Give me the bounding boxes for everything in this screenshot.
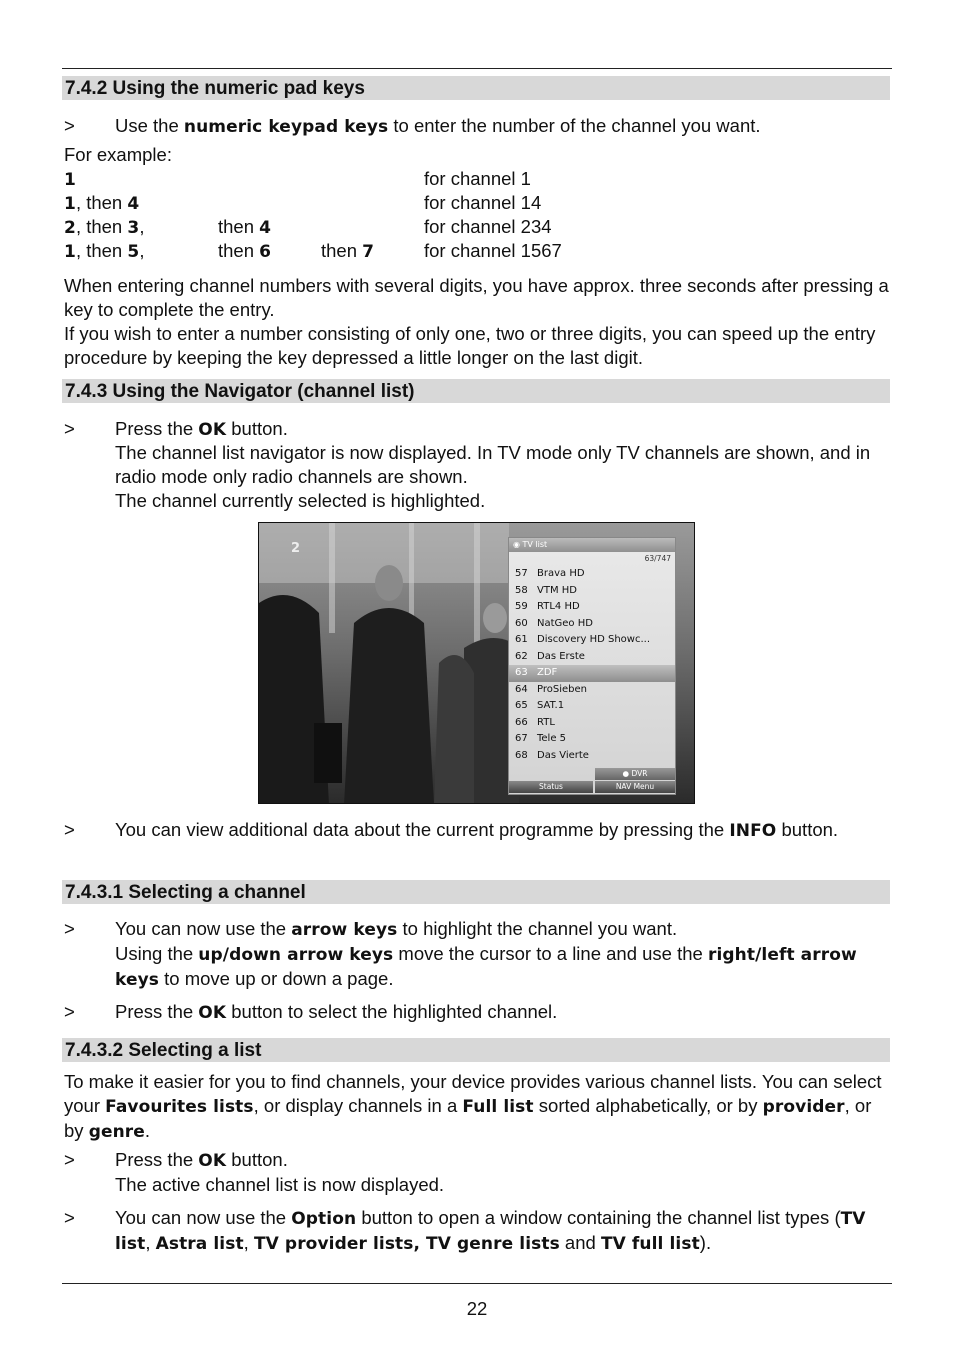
example-keys-2: then 6 xyxy=(218,240,272,262)
channel-name: Das Vierte xyxy=(537,749,589,761)
section-heading-7-4-3-1: 7.4.3.1 Selecting a channel xyxy=(62,880,890,904)
bullet-text: Press the OK button. The active channel list is now displayed. xyxy=(115,1149,445,1195)
list-title xyxy=(509,538,675,552)
channel-name: RTL xyxy=(537,716,555,728)
channel-list-panel xyxy=(508,537,676,795)
example-keys: 1, then 5, xyxy=(64,240,145,262)
bullet-text-line: The channel currently selected is highlighted. xyxy=(115,490,486,511)
for-example-label: For example: xyxy=(64,144,172,165)
channel-name: Discovery HD Showc... xyxy=(537,634,650,645)
example-keys-3: then 7 xyxy=(321,240,375,262)
channel-name: RTL4 HD xyxy=(537,601,580,612)
bullet-marker: > xyxy=(64,819,75,840)
channel-row[interactable] xyxy=(509,748,675,765)
nav-menu-button[interactable]: NAV Menu xyxy=(595,781,675,793)
channel-number: 66 xyxy=(515,716,528,728)
dvr-button[interactable] xyxy=(595,768,675,780)
channel-number: 58 xyxy=(515,584,528,596)
example-result: for channel 14 xyxy=(424,192,542,213)
channel-number: 57 xyxy=(515,568,528,579)
bullet-text-line: The channel list navigator is now displayed. In TV mode only TV channels are shown, and in radio mode only radio channels are shown. xyxy=(115,442,871,487)
paragraph: If you wish to enter a number consisting of only one, two or three digits, you can speed up the entry procedure by keeping the key depressed a little longer on the last digit. xyxy=(64,323,876,368)
bullet-marker: > xyxy=(64,418,75,439)
channel-name: Das Erste xyxy=(537,650,585,662)
bullet-marker: > xyxy=(64,115,75,136)
channel-row[interactable] xyxy=(509,731,675,748)
panel-footer xyxy=(509,768,675,794)
channel-row[interactable] xyxy=(509,682,675,699)
bottom-rule xyxy=(62,1283,892,1284)
channel-row[interactable] xyxy=(509,632,675,649)
channel-number: 65 xyxy=(515,700,528,711)
bullet-text: You can now use the arrow keys to highlight the channel you want. Using the up/down arrow keys move the cursor to a line and use the right/left arrow keys to move up or down a page. xyxy=(115,918,857,990)
channel-number: 61 xyxy=(515,634,528,645)
bullet-marker: > xyxy=(64,1149,75,1170)
page-number: 22 xyxy=(466,1298,488,1319)
example-keys-2: then 4 xyxy=(218,216,272,238)
channel-name: SAT.1 xyxy=(537,700,565,711)
channel-row[interactable] xyxy=(509,715,675,732)
channel-row[interactable] xyxy=(509,599,675,616)
list-title-text: TV list xyxy=(522,540,548,549)
channel-name: ProSieben xyxy=(537,683,587,695)
example-keys: 2, then 3, xyxy=(64,216,145,238)
channel-row[interactable] xyxy=(509,616,675,633)
channel-row[interactable] xyxy=(509,665,675,682)
bullet-text: You can now use the Option button to open a window containing the channel list types (TV list, Astra list, TV provider lists, TV genre lists and TV full list). xyxy=(115,1207,866,1254)
channel-name: ZDF xyxy=(537,667,558,678)
channel-name: VTM HD xyxy=(537,584,577,596)
channel-name: Tele 5 xyxy=(537,733,567,744)
channel-list-screenshot xyxy=(258,522,695,804)
tv-icon: ◉ xyxy=(513,540,520,549)
channel-number: 63 xyxy=(515,667,528,678)
channel-row[interactable] xyxy=(509,698,675,715)
dvr-label: DVR xyxy=(631,769,648,778)
section-heading-7-4-2: 7.4.2 Using the numeric pad keys xyxy=(62,76,890,100)
channel-number: 68 xyxy=(515,749,528,761)
bullet-text: Press the OK button to select the highlighted channel. xyxy=(115,1001,558,1023)
bullet-text: You can view additional data about the current programme by pressing the INFO button. xyxy=(115,819,839,841)
bullet-text: Press the OK button. xyxy=(115,418,288,440)
channel-logo: 2 xyxy=(291,541,301,556)
channel-number: 62 xyxy=(515,650,528,662)
example-result: for channel 1567 xyxy=(424,240,562,261)
example-result: for channel 1 xyxy=(424,168,531,189)
bullet-text: Use the numeric keypad keys to enter the number of the channel you want. xyxy=(115,115,761,137)
section-heading-7-4-3: 7.4.3 Using the Navigator (channel list) xyxy=(62,379,890,403)
bullet-marker: > xyxy=(64,918,75,939)
channel-counter: 63/747 xyxy=(644,554,671,563)
paragraph: When entering channel numbers with several digits, you have approx. three seconds after pressing a key to complete the entry. xyxy=(64,275,889,320)
channel-number: 64 xyxy=(515,683,528,695)
channel-row[interactable] xyxy=(509,583,675,600)
bullet-marker: > xyxy=(64,1207,75,1228)
channel-number: 59 xyxy=(515,601,528,612)
paragraph: To make it easier for you to find channels, your device provides various channel lists. You can select your Favourites lists, or display channels in a Full list sorted alphabetically, or by provider, or by genre. xyxy=(64,1071,882,1142)
channel-name: Brava HD xyxy=(537,568,585,579)
section-heading-7-4-3-2: 7.4.3.2 Selecting a list xyxy=(62,1038,890,1062)
example-result: for channel 234 xyxy=(424,216,552,237)
dvr-icon: ● xyxy=(622,769,630,778)
bullet-marker: > xyxy=(64,1001,75,1022)
channel-row[interactable] xyxy=(509,566,675,583)
channel-number: 67 xyxy=(515,733,528,744)
channel-number: 60 xyxy=(515,617,528,629)
example-keys: 1 xyxy=(64,170,76,190)
channel-row[interactable] xyxy=(509,649,675,666)
channel-name: NatGeo HD xyxy=(537,617,593,629)
top-rule xyxy=(62,68,892,69)
example-keys: 1, then 4 xyxy=(64,192,140,214)
channel-rows xyxy=(509,566,675,764)
status-button[interactable]: Status xyxy=(509,781,593,793)
